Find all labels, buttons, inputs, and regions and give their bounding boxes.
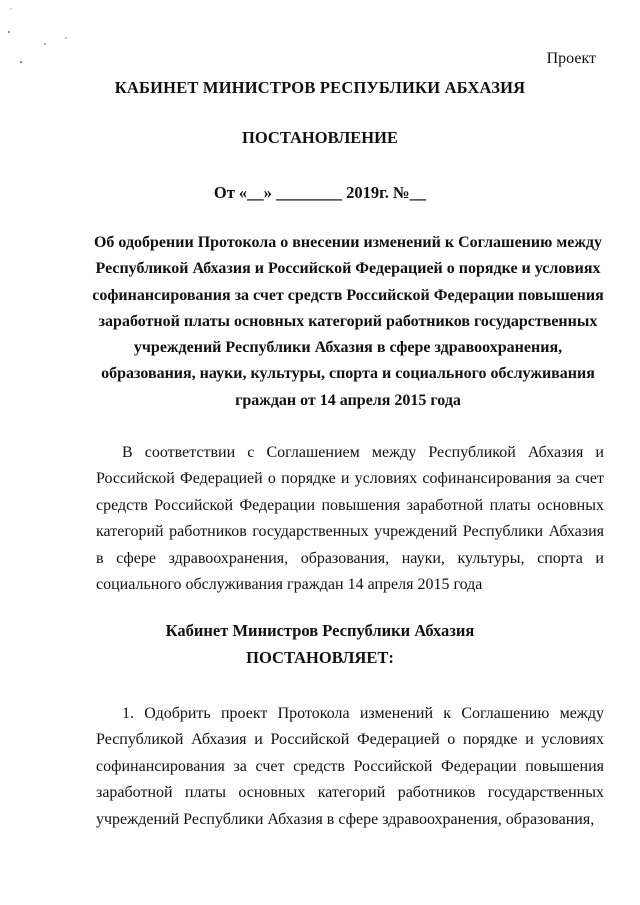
- scan-speck: [65, 37, 67, 39]
- scan-speck: [8, 31, 10, 33]
- date-number-line: От «__» ________ 2019г. №__: [213, 183, 427, 202]
- scan-speck: [10, 8, 11, 9]
- resolves-verb: ПОСТАНОВЛЯЕТ:: [246, 648, 394, 667]
- scan-specks: [0, 0, 120, 80]
- document-type: ПОСТАНОВЛЕНИЕ: [242, 128, 398, 147]
- resolution-subject: Об одобрении Протокола о внесении изменений к Соглашению между Республикой Абхазия и Российской Федерацией о порядке и условиях софинансирования за счет средств Российской Федерации повышения заработной платы основных категорий работников государственных учреждений Республики Абхазия в сфере здравоохранения, образования, науки, культуры, спорта и социального обслуживания граждан от 14 апреля 2015 года: [92, 234, 604, 409]
- issuer-name: Кабинет Министров Республики Абхазия: [165, 621, 475, 640]
- scan-speck: [44, 43, 46, 45]
- draft-label: Проект: [546, 50, 596, 67]
- preamble-paragraph: В соответствии с Соглашением между Республикой Абхазия и Российской Федерацией о порядке и условиях софинансирования за счет средств Российской Федерации повышения заработной платы основных категорий работников государственных учреждений Республики Абхазия в сфере здравоохранения, образования, науки, культуры, спорта и социального обслуживания граждан 14 апреля 2015 года: [96, 444, 604, 594]
- organization-title: КАБИНЕТ МИНИСТРОВ РЕСПУБЛИКИ АБХАЗИЯ: [114, 78, 526, 97]
- resolution-heading: [0, 617, 640, 671]
- clause-1: 1. Одобрить проект Протокола изменений к Соглашению между Республикой Абхазия и Российской Федерацией о порядке и условиях софинансирования за счет средств Российской Федерации повышения заработной платы основных категорий работников государственных учреждений Республики Абхазия в сфере здравоохранения, образования,: [96, 705, 604, 828]
- scan-speck: [20, 61, 22, 63]
